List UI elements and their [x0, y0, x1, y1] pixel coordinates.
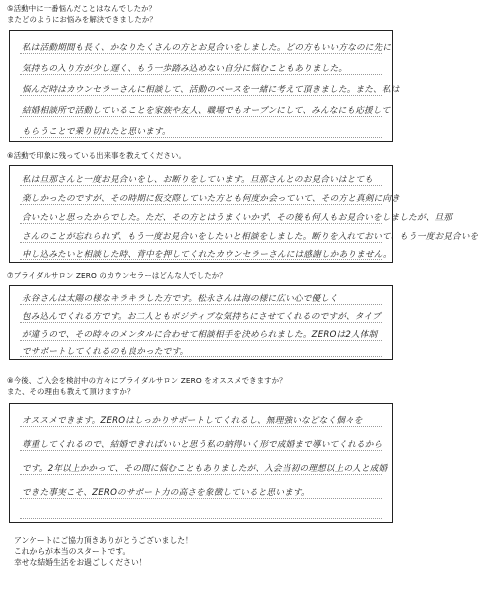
answer-6-line-2: 楽しかったのですが、その時期に仮交際していた方とも何度か会っていて、その方と真剣に向き [22, 194, 400, 204]
answer-5-line-4: 結婚相談所で活動していることを家族や友人、職場でもオープンにして、みんなにも応援して [22, 106, 391, 116]
question-8-line-2: また、その理由も教えて頂けますか？ [7, 386, 135, 396]
rule-line [20, 322, 382, 323]
answer-box-5 [9, 30, 400, 142]
rule-line [20, 474, 382, 475]
question-7 [7, 271, 227, 282]
answer-7-line-3: が違うので、その時々のメンタルに合わせて相談相手を決められました。ZEROは2人体制 [22, 330, 378, 340]
closing-message [14, 535, 193, 568]
question-5-line-2: またどのようにお悩みを解決できましたか？ [7, 14, 157, 24]
answer-7-line-2: 包み込んでくれる方です。お二人ともポジティブな気持ちにさせてくれるのですが、タイプ [22, 312, 381, 322]
answer-5-line-3: 悩んだ時はカウンセラーさんに相談して、活動のペースを一緒に考えて頂きました。また、私は [22, 85, 400, 95]
rule-line [20, 74, 382, 75]
rule-line [20, 498, 382, 499]
rule-line [20, 242, 382, 243]
closing-line-1: アンケートにご協力頂きありがとうございました！ [14, 536, 193, 545]
answer-6-line-1: 私は旦那さんと一度お見合いをし、お断りをしています。旦那さんとのお見合いはとても [22, 175, 374, 185]
answer-6-line-4: さんのことが忘れられず、もう一度お見合いをしたいと相談をしました。断りを入れておいて、もう一度お見合いを [22, 232, 478, 242]
answer-5-line-2: 気持ちの入り方が少し遅く、もう一歩踏み込めない自分に悩むこともありました。 [22, 64, 348, 74]
answer-box-8 [9, 403, 393, 523]
rule-line [20, 116, 382, 117]
answer-8-line-1: オススメできます。ZEROはしっかりサポートしてくれるし、無理強いなどなく個々を [22, 416, 363, 426]
rule-line [20, 95, 382, 96]
rule-line [20, 137, 382, 138]
question-8 [7, 376, 287, 397]
rule-line [20, 340, 382, 341]
answer-7-line-1: 永谷さんは太陽の様なキラキラした方です。松永さんは海の様に広い心で優しく [22, 294, 338, 304]
answer-8-line-4: できた事実こそ、ZEROのサポート力の高さを象徴していると思います。 [22, 488, 310, 498]
answer-8-line-2: 尊重してくれるので、結婚できればいいと思う私の納得いく形で成婚まで導いてくれるから [22, 440, 383, 450]
question-5-line-1: ⑤活動中に一番悩んだことはなんでしたか？ [7, 4, 157, 13]
rule-line [20, 223, 382, 224]
answer-6-line-5: 申し込みたいと相談した時、背中を押してくれたカウンセラーさんには感謝しかありません。 [22, 250, 392, 260]
answer-6-line-3: 合いたいと思ったからでした。ただ、その方とはうまくいかず、その後も何人もお見合いをしましたが、旦那 [22, 213, 453, 223]
closing-line-3: 幸せな結婚生活をお過ごしください！ [14, 558, 147, 567]
closing-line-2: これからが本当のスタートです。 [14, 547, 131, 556]
answer-5-line-1: 私は活動期間も長く、かなりたくさんの方とお見合いをしました。どの方もいい方なのに先に [22, 43, 392, 53]
rule-line [20, 53, 382, 54]
rule-line [20, 426, 382, 427]
rule-line [20, 304, 382, 305]
rule-line [20, 185, 382, 186]
question-6 [7, 151, 186, 162]
rule-line [20, 518, 382, 519]
answer-box-6 [9, 165, 478, 263]
answer-7-line-4: でサポートしてくれるのも良かったです。 [22, 347, 189, 357]
rule-line [20, 450, 382, 451]
answer-box-7 [9, 285, 393, 360]
answer-5-line-5: もらうことで乗り切れたと思います。 [22, 127, 171, 137]
question-7-line-1: ⑦ブライダルサロン ZERO のカウンセラーはどんな人でしたか？ [7, 271, 227, 280]
answer-8-line-3: です。2年以上かかって、その間に悩むこともありましたが、入会当初の理想以上の人と成婚 [22, 464, 388, 474]
question-6-line-1: ⑥活動で印象に残っている出来事を教えてください。 [7, 151, 187, 160]
question-5 [7, 4, 157, 25]
question-8-line-1: ⑧今後、ご入会を検討中の方々にブライダルサロン ZERO をオススメできますか？ [7, 376, 287, 385]
rule-line [20, 204, 382, 205]
